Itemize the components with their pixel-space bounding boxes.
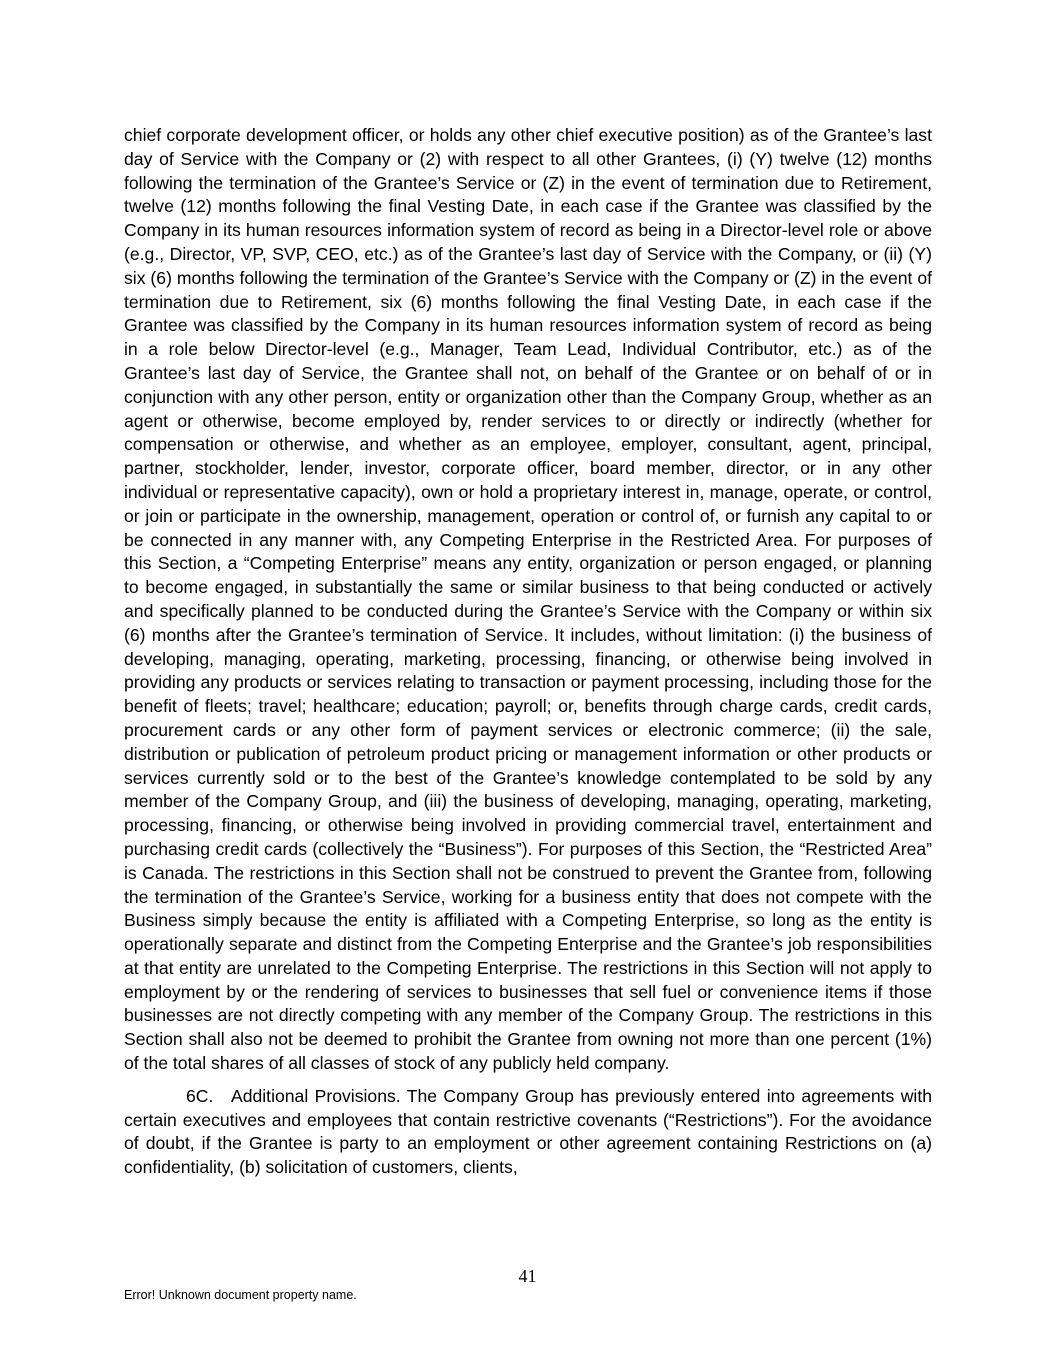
footer-document-property-error: Error! Unknown document property name. [124,1288,357,1302]
paragraph-non-compete: chief corporate development officer, or holds any other chief executive position) as of the Grantee’s last day of Service with the Company or (2) with respect to all other Grantees, (i) (Y) twelve (12) months following the termination of the Grantee’s Service or (Z) in the event of termination due to Retirement, twelve (12) months following the final Vesting Date, in each case if the Grantee was classified by the Company in its human resources information system of record as being in a Director-level role or above (e.g., Director, VP, SVP, CEO, etc.) as of the Grantee’s last day of Service with the Company, or (ii) (Y) six (6) months following the termination of the Grantee’s Service with the Company or (Z) in the event of termination due to Retirement, six (6) months following the final Vesting Date, in each case if the Grantee was classified by the Company in its human resources information system of record as being in a role below Director-level (e.g., Manager, Team Lead, Individual Contributor, etc.) as of the Grantee’s last day of Service, the Grantee shall not, on behalf of the Grantee or on behalf of or in conjunction with any other person, entity or organization other than the Company Group, whether as an agent or otherwise, become employed by, render services to or directly or indirectly (whether for compensation or otherwise, and whether as an employee, employer, consultant, agent, principal, partner, stockholder, lender, investor, corporate officer, board member, director, or in any other individual or representative capacity), own or hold a proprietary interest in, manage, operate, or control, or join or participate in the ownership, management, operation or control of, or furnish any capital to or be connected in any manner with, any Competing Enterprise in the Restricted Area. For purposes of this Section, a “Competing Enterprise” means any entity, organization or person engaged, or planning to become engaged, in substantially the same or similar business to that being conducted or actively and specifically planned to be conducted during the Grantee’s Service with the Company or within six (6) months after the Grantee’s termination of Service. It includes, without limitation: (i) the business of developing, managing, operating, marketing, processing, financing, or otherwise being involved in providing any products or services relating to transaction or payment processing, including those for the benefit of fleets; travel; healthcare; education; payroll; or, benefits through charge cards, credit cards, procurement cards or any other form of payment services or electronic commerce; (ii) the sale, distribution or publication of petroleum product pricing or management information or other products or services currently sold or to the best of the Grantee’s knowledge contemplated to be sold by any member of the Company Group, and (iii) the business of developing, managing, operating, marketing, processing, financing, or otherwise being involved in providing commercial travel, entertainment and purchasing credit cards (collectively the “Business”). For purposes of this Section, the “Restricted Area” is Canada. The restrictions in this Section shall not be construed to prevent the Grantee from, following the termination of the Grantee’s Service, working for a business entity that does not compete with the Business simply because the entity is affiliated with a Competing Enterprise, so long as the entity is operationally separate and distinct from the Competing Enterprise and the Grantee’s job responsibilities at that entity are unrelated to the Competing Enterprise. The restrictions in this Section will not apply to employment by or the rendering of services to businesses that sell fuel or convenience items if those businesses are not directly competing with any member of the Company Group. The restrictions in this Section shall also not be deemed to prohibit the Grantee from owning not more than one percent (1%) of the total shares of all classes of stock of any publicly held company. [124,125,932,1074]
paragraph-additional-provisions: 6C. Additional Provisions. The Company Group has previously entered into agreements with certain executives and employees that contain restrictive covenants (“Restrictions”). For the avoidance of doubt, if the Grantee is party to an employment or other agreement containing Restrictions on (a) confidentiality, (b) solicitation of customers, clients, [124,1085,932,1178]
document-body [124,124,932,1180]
page-number: 41 [518,1266,537,1286]
